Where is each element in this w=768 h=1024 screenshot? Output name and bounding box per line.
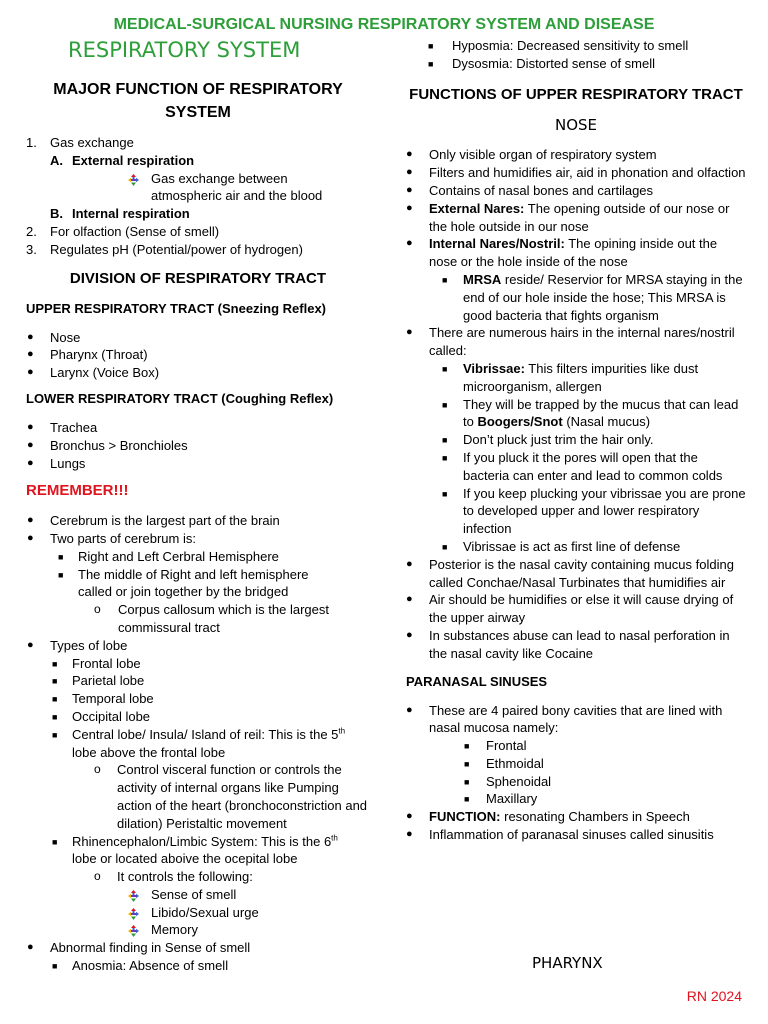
list-item: ■ Frontal	[464, 738, 527, 754]
upper-tract-list	[26, 329, 370, 382]
document-title: MEDICAL-SURGICAL NURSING RESPIRATORY SYSTEM AND DISEASE	[113, 16, 655, 33]
list-item: ■ Parietal lobe	[52, 673, 145, 689]
footer-badge: RN 2024	[686, 988, 742, 1004]
list-text: Gas exchange	[50, 135, 134, 150]
upper-functions-heading: FUNCTIONS OF UPPER RESPIRATORY TRACT	[409, 85, 743, 103]
right-column	[406, 37, 746, 844]
upper-tract-heading: UPPER RESPIRATORY TRACT (Sneezing Reflex)	[26, 300, 327, 316]
list-item: ● Abnormal finding in Sense of smell	[27, 940, 251, 956]
list-item: ■ Vibrissae: This filters impurities like dust microorganism, allergen	[442, 360, 699, 394]
list-item: ● These are 4 paired bony cavities that are lined with nasal mucosa namely:	[406, 702, 723, 736]
lower-tract-heading: LOWER RESPIRATORY TRACT (Coughing Reflex)	[26, 390, 334, 406]
list-item: ● Posterior is the nasal cavity containing mucus folding called Conchae/Nasal Turbinates that humidifies air	[406, 556, 734, 590]
list-item: ■ Anosmia: Absence of smell	[52, 958, 229, 974]
list-text: Gas exchange between atmospheric air and the blood	[151, 170, 323, 204]
list-item: ■ Central lobe/ Insula/ Island of reil: This is the 5th lobe above the frontal lobe	[52, 726, 346, 760]
list-item: ● External Nares: The opening outside of our nose or the hole outside in our nose	[406, 200, 730, 234]
list-item: ● Trachea	[27, 419, 98, 435]
list-item: ■ Vibrissae is act as first line of defense	[442, 538, 681, 554]
list-item	[26, 241, 370, 259]
remember-heading: REMEMBER!!!	[26, 482, 129, 500]
list-item: ■ They will be trapped by the mucus that can lead to Boogers/Snot (Nasal mucus)	[442, 396, 739, 430]
lower-tract-list	[26, 419, 370, 472]
list-item: ● Two parts of cerebrum is:	[27, 530, 196, 546]
list-item: o Control visceral function or controls the activity of internal organs like Pumping action of the heart (bronchoconstriction and dilation) Peristaltic movement	[94, 762, 368, 831]
nose-heading: NOSE	[554, 115, 598, 134]
division-heading: DIVISION OF RESPIRATORY TRACT	[69, 269, 327, 287]
list-item: ● Larynx (Voice Box)	[27, 365, 160, 381]
list-item: ■ Frontal lobe	[52, 655, 141, 671]
list-text: Regulates pH (Potential/power of hydrogen)	[50, 241, 303, 257]
list-item: ■ Right and Left Cerbral Hemisphere	[58, 548, 279, 564]
functions-list	[26, 134, 370, 259]
list-text: External respiration	[72, 152, 195, 168]
major-function-heading: MAJOR FUNCTION OF RESPIRATORY SYSTEM	[53, 81, 343, 121]
list-item: ● In substances abuse can lead to nasal perforation in the nasal cavity like Cocaine	[406, 627, 730, 661]
list-item: ■ Sphenoidal	[464, 773, 552, 789]
list-item: ■ Rhinencephalon/Limbic System: This is the 6th lobe or located aboive the ocepital lobe	[52, 833, 338, 867]
list-item	[26, 134, 370, 152]
list-item: ■ Occipital lobe	[52, 708, 151, 724]
list-item: ● Lungs	[27, 455, 86, 471]
list-item: ● FUNCTION: resonating Chambers in Speech	[406, 809, 690, 825]
list-item: ■ MRSA reside/ Reservior for MRSA staying in the end of our hole inside the hose; This MRSA is good bacteria that fights organism	[442, 271, 743, 323]
nose-list	[406, 146, 746, 662]
list-item: ● Cerebrum is the largest part of the brain	[27, 513, 280, 529]
section-title: RESPIRATORY SYSTEM	[68, 38, 301, 62]
list-item	[26, 223, 370, 241]
list-item: ■ If you pluck it the pores will open that the bacteria can enter and lead to common colds	[442, 449, 723, 483]
list-number: 2.	[26, 223, 37, 239]
paranasal-list	[406, 702, 746, 844]
left-column	[26, 78, 370, 975]
list-item: ■ The middle of Right and left hemisphere called or join together by the bridged	[58, 566, 309, 600]
list-item: ■ Dysosmia: Distorted sense of smell	[428, 55, 656, 71]
list-item: ● Filters and humidifies air, aid in phonation and olfaction	[406, 165, 746, 181]
list-item: o Corpus callosum which is the largest commissural tract	[94, 602, 329, 635]
list-letter: A.	[50, 152, 63, 168]
list-item: Libido/Sexual urge	[26, 904, 370, 922]
list-item: ● Inflammation of paranasal sinuses called sinusitis	[406, 827, 714, 843]
list-letter: B.	[50, 206, 63, 222]
paranasal-heading: PARANASAL SINUSES	[406, 673, 548, 689]
list-item: ■ Temporal lobe	[52, 691, 154, 707]
list-item: ■ If you keep plucking your vibrissae you are prone to developed upper and lower respiratory infection	[442, 485, 746, 537]
list-item: ● Only visible organ of respiratory system	[406, 147, 657, 163]
list-text: For olfaction (Sense of smell)	[50, 223, 220, 239]
list-number: 1.	[26, 135, 37, 150]
list-item: ● Bronchus > Bronchioles	[27, 437, 188, 453]
list-item: o It controls the following:	[94, 869, 253, 885]
list-item: ● There are numerous hairs in the internal nares/nostril called:	[406, 325, 735, 359]
pharynx-heading: PHARYNX	[532, 954, 603, 972]
list-item: ● Internal Nares/Nostril: The opining inside out the nose or the hole inside of the nose	[406, 236, 718, 270]
list-item: ● Pharynx (Throat)	[27, 347, 148, 363]
list-item: ● Types of lobe	[27, 637, 128, 653]
list-item: Sense of smell	[26, 886, 370, 904]
cross-arrow-icon	[128, 172, 139, 190]
list-item: ● Air should be humidifies or else it will cause drying of the upper airway	[406, 592, 734, 626]
list-item: ■ Don’t pluck just trim the hair only.	[442, 432, 654, 448]
list-item	[26, 170, 351, 206]
list-item: ■ Hyposmia: Decreased sensitivity to smell	[428, 38, 689, 53]
brain-list	[26, 512, 370, 975]
list-item	[26, 205, 370, 223]
list-number: 3.	[26, 241, 37, 257]
list-item: ● Contains of nasal bones and cartilages	[406, 182, 654, 198]
list-item: ■ Maxillary	[464, 791, 538, 807]
list-text: Internal respiration	[72, 206, 190, 222]
list-item	[26, 152, 370, 170]
list-item: Memory	[26, 921, 370, 939]
list-item: ■ Ethmoidal	[464, 755, 544, 771]
list-item: ● Nose	[27, 329, 81, 345]
